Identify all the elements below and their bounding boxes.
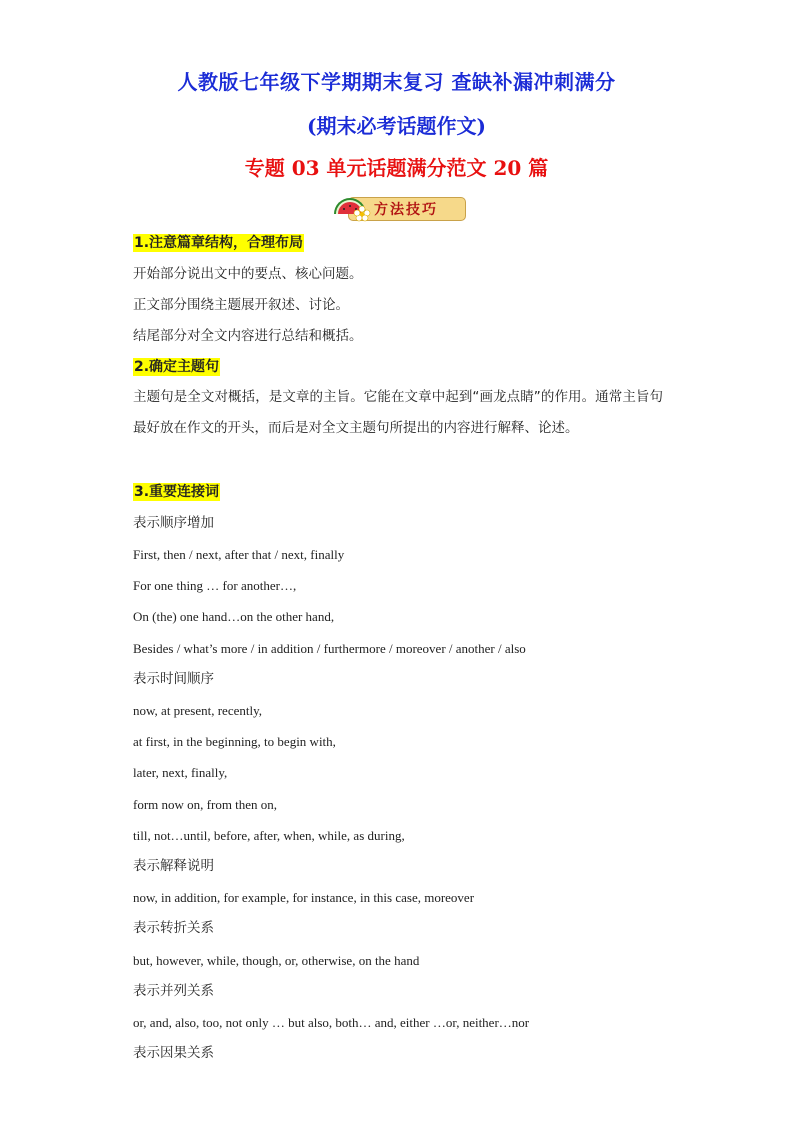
- page-title: 人教版七年级下学期期末复习 查缺补漏冲刺满分: [177, 70, 616, 94]
- list-item: form now on, from then on,: [133, 797, 278, 812]
- method-tips-badge: [330, 192, 466, 222]
- section-heading-structure: 1.注意篇章结构，合理布局: [134, 235, 304, 251]
- category-label: 表示转折关系: [133, 920, 214, 936]
- badge-label: 方法技巧: [374, 202, 438, 218]
- list-item: at first, in the beginning, to begin with,: [133, 734, 336, 749]
- list-item: later, next, finally,: [133, 765, 228, 780]
- category-label: 表示因果关系: [133, 1045, 214, 1061]
- list-item: now, in addition, for example, for instance, in this case, moreover: [133, 890, 475, 905]
- list-item: For one thing … for another…,: [133, 578, 297, 593]
- list-item: First, then / next, after that / next, finally: [133, 547, 345, 562]
- list-item: On (the) one hand…on the other hand,: [133, 609, 335, 624]
- topic-title: 专题 03 单元话题满分范文 20 篇: [244, 156, 549, 180]
- list-item: 正文部分围绕主题展开叙述、讨论。: [133, 297, 349, 313]
- list-item: Besides / what’s more / in addition / furthermore / moreover / another / also: [133, 641, 526, 656]
- category-label: 表示解释说明: [133, 858, 214, 874]
- page-subtitle: (期末必考话题作文): [307, 114, 486, 138]
- list-item: till, not…until, before, after, when, while, as during,: [133, 828, 405, 843]
- category-label: 表示顺序增加: [133, 515, 214, 531]
- section-heading-connectives: 3.重要连接词: [134, 484, 220, 500]
- topic-sentence-paragraph: 主题句是全文对概括，是文章的主旨。它能在文章中起到“画龙点睛”的作用。通常主旨句最好放在作文的开头，而后是对全文主题句所提出的内容进行解释、论述。: [133, 389, 663, 436]
- watermelon-flower-icon: [330, 192, 378, 224]
- list-item: or, and, also, too, not only … but also, both… and, either …or, neither…nor: [133, 1015, 530, 1030]
- list-item: 结尾部分对全文内容进行总结和概括。: [133, 328, 363, 344]
- list-item: 开始部分说出文中的要点、核心问题。: [133, 266, 363, 282]
- list-item: but, however, while, though, or, otherwise, on the hand: [133, 953, 420, 968]
- category-label: 表示时间顺序: [133, 671, 214, 687]
- list-item: now, at present, recently,: [133, 703, 262, 718]
- category-label: 表示并列关系: [133, 983, 214, 999]
- section-heading-topic-sentence: 2.确定主题句: [134, 359, 220, 375]
